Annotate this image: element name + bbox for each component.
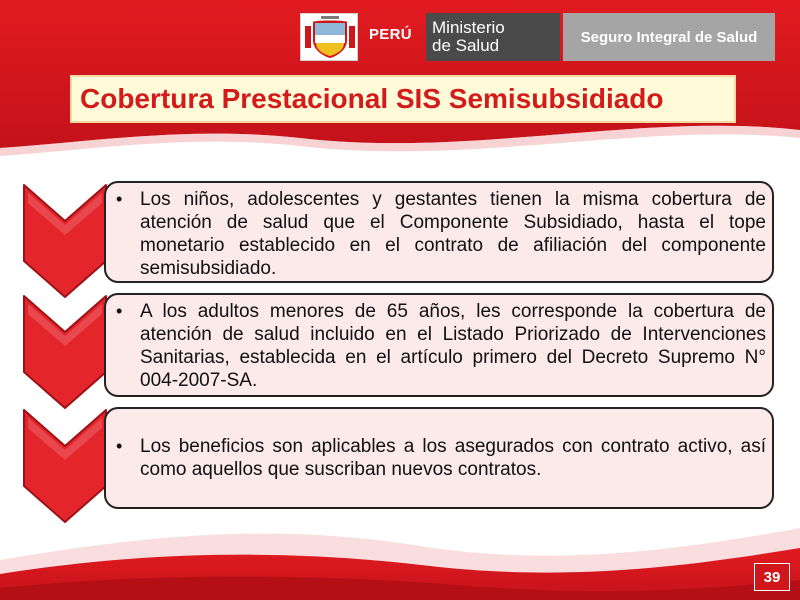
bullet-symbol: • — [116, 189, 123, 209]
item-text: Los niños, adolescentes y gestantes tienen la misma cobertura de atención de salud que el Componente Subsidiado, hasta el tope monetario establecido en el contrato de afiliación del componente semisubsidiado. — [140, 189, 766, 279]
list-item — [104, 293, 774, 397]
list-item — [104, 407, 774, 509]
chevron-down-icon — [22, 183, 108, 301]
chevron-down-icon — [22, 408, 108, 526]
ministerio-de-salud-logo — [426, 13, 560, 61]
item-text: Los beneficios son aplicables a los asegurados con contrato activo, así como aquellos que suscriban nuevos contratos. — [140, 436, 766, 480]
page-number: 39 — [754, 563, 790, 591]
bullet-symbol: • — [116, 301, 123, 321]
ministerio-line-2: de Salud — [432, 36, 500, 55]
sis-label: Seguro Integral de Salud — [580, 28, 758, 46]
ministerio-line-1: Ministerio — [432, 18, 505, 37]
peru-label: PERÚ — [369, 26, 412, 43]
sis-logo — [563, 13, 775, 61]
peru-coat-of-arms-icon — [301, 14, 359, 62]
slide-title: Cobertura Prestacional SIS Semisubsidiado — [80, 83, 664, 114]
bullet-symbol: • — [116, 436, 123, 456]
bullet-row — [116, 435, 766, 481]
item-text: A los adultos menores de 65 años, les corresponde la cobertura de atención de salud incluido en el Listado Priorizado de Intervenciones Sanitarias, establecida en el artículo primero del Decreto Supremo N° 004-2007-SA. — [140, 301, 766, 391]
chevron-down-icon — [22, 294, 108, 412]
title-box — [70, 75, 736, 123]
list-item — [104, 181, 774, 283]
bullet-row — [116, 300, 766, 392]
peru-coat-of-arms-logo — [300, 13, 358, 61]
bullet-row — [116, 188, 766, 280]
